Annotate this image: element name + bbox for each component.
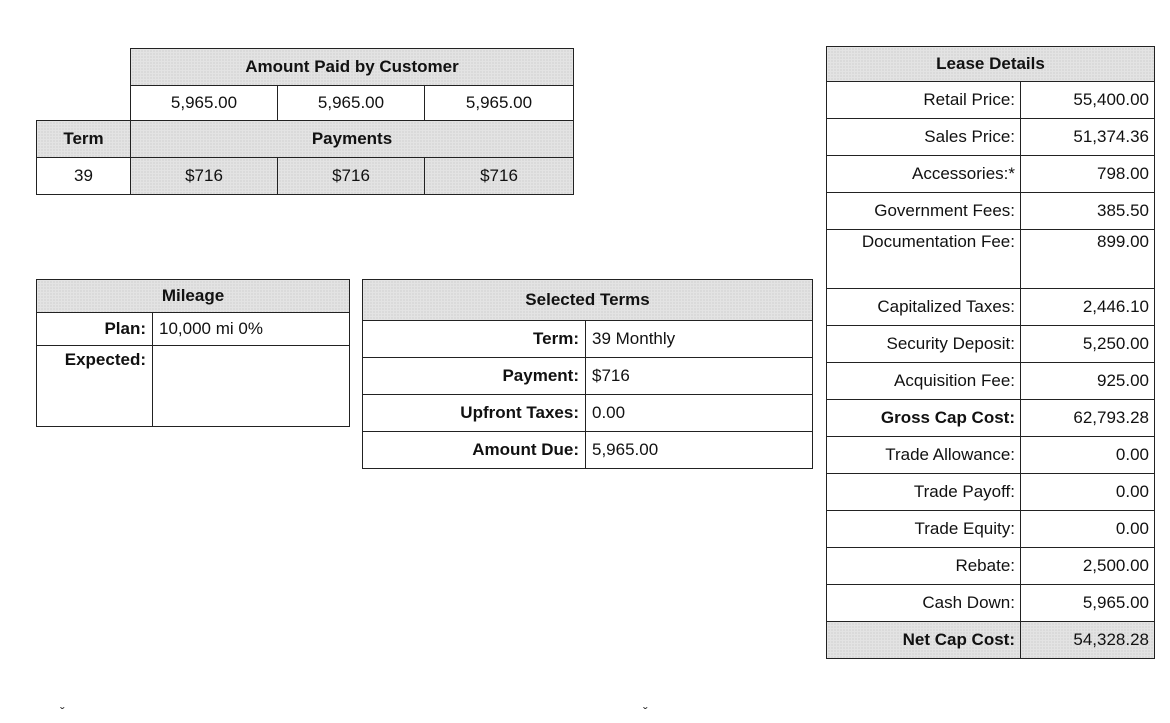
payment-option[interactable]: $716 (131, 158, 278, 195)
expected-label: Expected: (37, 346, 153, 427)
payment-value: $716 (586, 358, 813, 395)
term-value: 39 (37, 158, 131, 195)
capitalized-taxes-label: Capitalized Taxes: (827, 289, 1021, 326)
retail-price-label: Retail Price: (827, 82, 1021, 119)
documentation-fee-label: Documentation Fee: (827, 230, 1021, 289)
selected-terms-table (362, 279, 813, 469)
sales-price-value: 51,374.36 (1021, 119, 1155, 156)
cash-down-value: 5,965.00 (1021, 585, 1155, 622)
grid-corner (37, 49, 131, 86)
documentation-fee-value: 899.00 (1021, 230, 1155, 289)
payment-grid (36, 48, 574, 195)
acquisition-fee-value: 925.00 (1021, 363, 1155, 400)
trade-payoff-label: Trade Payoff: (827, 474, 1021, 511)
plan-label: Plan: (37, 313, 153, 346)
expected-value (153, 346, 350, 427)
cash-down-label: Cash Down: (827, 585, 1021, 622)
trade-equity-label: Trade Equity: (827, 511, 1021, 548)
selected-terms-title: Selected Terms (363, 280, 813, 321)
accessories-value: 798.00 (1021, 156, 1155, 193)
net-cap-cost-value: 54,328.28 (1021, 622, 1155, 659)
sales-price-label: Sales Price: (827, 119, 1021, 156)
payment-option[interactable]: $716 (278, 158, 425, 195)
capitalized-taxes-value: 2,446.10 (1021, 289, 1155, 326)
mileage-table (36, 279, 350, 427)
payment-label: Payment: (363, 358, 586, 395)
amount-paid-header: Amount Paid by Customer (131, 49, 574, 86)
footer-mark: ˇ (60, 704, 65, 720)
amount-paid-cell: 5,965.00 (131, 86, 278, 121)
amount-due-value: 5,965.00 (586, 432, 813, 469)
amount-paid-cell: 5,965.00 (278, 86, 425, 121)
lease-details-title: Lease Details (827, 47, 1155, 82)
gross-cap-cost-value: 62,793.28 (1021, 400, 1155, 437)
retail-price-value: 55,400.00 (1021, 82, 1155, 119)
lease-details-table (826, 46, 1155, 659)
rebate-label: Rebate: (827, 548, 1021, 585)
payments-header: Payments (131, 121, 574, 158)
accessories-label: Accessories:* (827, 156, 1021, 193)
gross-cap-cost-label: Gross Cap Cost: (827, 400, 1021, 437)
government-fees-label: Government Fees: (827, 193, 1021, 230)
upfront-taxes-label: Upfront Taxes: (363, 395, 586, 432)
security-deposit-label: Security Deposit: (827, 326, 1021, 363)
security-deposit-value: 5,250.00 (1021, 326, 1155, 363)
term-label: Term: (363, 321, 586, 358)
footer-mark: ˇ (643, 704, 648, 720)
amount-paid-cell: 5,965.00 (425, 86, 574, 121)
term-header: Term (37, 121, 131, 158)
trade-payoff-value: 0.00 (1021, 474, 1155, 511)
net-cap-cost-label: Net Cap Cost: (827, 622, 1021, 659)
amount-due-label: Amount Due: (363, 432, 586, 469)
term-value: 39 Monthly (586, 321, 813, 358)
plan-value: 10,000 mi 0% (153, 313, 350, 346)
trade-equity-value: 0.00 (1021, 511, 1155, 548)
mileage-title: Mileage (37, 280, 350, 313)
acquisition-fee-label: Acquisition Fee: (827, 363, 1021, 400)
trade-allowance-label: Trade Allowance: (827, 437, 1021, 474)
grid-corner (37, 86, 131, 121)
government-fees-value: 385.50 (1021, 193, 1155, 230)
trade-allowance-value: 0.00 (1021, 437, 1155, 474)
payment-option[interactable]: $716 (425, 158, 574, 195)
rebate-value: 2,500.00 (1021, 548, 1155, 585)
upfront-taxes-value: 0.00 (586, 395, 813, 432)
